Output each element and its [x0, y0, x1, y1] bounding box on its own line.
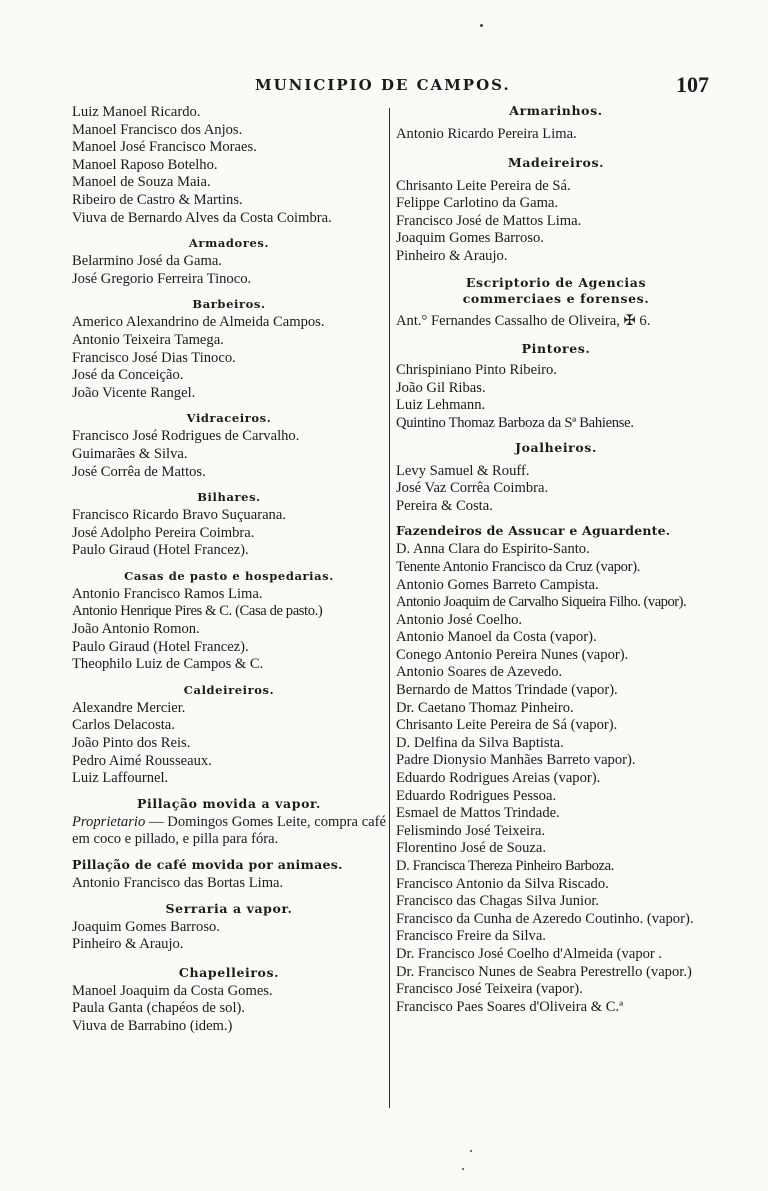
paragraph-text: — Domingos Gomes Leite, compra café em coco e pillado, e pilla para fóra. [72, 813, 386, 848]
list-item: Antonio Soares de Azevedo. [396, 664, 563, 681]
section-heading: Chapelleiros. [178, 964, 280, 980]
section-chapelleiros [72, 966, 386, 1036]
page-number: 107 [676, 72, 709, 97]
section-heading: Serraria a vapor. [165, 900, 293, 916]
list-item: Antonio Teixeira Tamega. [72, 331, 224, 348]
list-item: Paulo Giraud (Hotel Francez). [72, 542, 249, 559]
list-item: Manoel José Francisco Moraes. [72, 139, 257, 156]
list-item: Florentino José de Souza. [396, 840, 546, 857]
list-item: João Pinto dos Reis. [72, 735, 191, 752]
list-item: João Vicente Rangel. [72, 384, 196, 401]
list-item: Antonio Francisco Ramos Lima. [72, 585, 263, 602]
list-item: Dr. Francisco José Coelho d'Almeida (vapor . [396, 945, 663, 962]
section-pillacao-animaes [72, 858, 386, 893]
print-speck [462, 1168, 464, 1170]
list-item: Francisco José Teixeira (vapor). [396, 981, 583, 998]
list-item: Antonio Gomes Barreto Campista. [396, 576, 599, 593]
list-item: Pedro Aimé Rousseaux. [72, 752, 212, 769]
list-item: Felismindo José Teixeira. [396, 822, 546, 839]
section-heading: Caldeireiros. [183, 682, 275, 697]
section-heading: Armarinhos. [509, 103, 603, 118]
right-column [396, 104, 716, 1016]
section-pillacao-vapor [72, 797, 386, 849]
list-item: D. Francisca Thereza Pinheiro Barboza. [396, 858, 614, 874]
left-column [72, 104, 386, 1036]
list-item: Francisco Paes Soares d'Oliveira & C.ª [396, 998, 624, 1015]
list-item: Luiz Manoel Ricardo. [72, 104, 201, 120]
list-item: Americo Alexandrino de Almeida Campos. [72, 314, 325, 331]
list-item: Francisco Ricardo Bravo Suçuarana. [72, 507, 286, 524]
list-item: Francisco da Cunha de Azeredo Coutinho. (vapor). [396, 910, 694, 927]
list-item: Pinheiro & Araujo. [396, 247, 508, 264]
section-escriptorio [396, 275, 716, 331]
page-header [0, 72, 768, 98]
list-item: João Gil Ribas. [396, 379, 486, 396]
list-item: Ant.° Fernandes Cassalho de Oliveira, ✠ 6. [396, 312, 651, 329]
list-item: Pereira & Costa. [396, 497, 493, 514]
list-item: Antonio Francisco das Bortas Lima. [72, 875, 284, 891]
list-item: Eduardo Rodrigues Pessoa. [396, 787, 557, 804]
list-item: Francisco das Chagas Silva Junior. [396, 893, 600, 910]
list-item: José da Conceição. [72, 367, 184, 384]
list-item: Francisco José Dias Tinoco. [72, 349, 236, 366]
section-intro [72, 104, 386, 227]
section-fazendeiros [396, 524, 716, 1016]
paragraph [72, 814, 386, 849]
list-item: Francisco Antonio da Silva Riscado. [396, 875, 609, 892]
list-item: Antonio Ricardo Pereira Lima. [396, 126, 577, 142]
list-item: Luiz Laffournel. [72, 770, 169, 787]
list-item: Francisco Freire da Silva. [396, 928, 546, 945]
list-item: José Vaz Corrêa Coimbra. [396, 480, 549, 497]
section-caldeireiros [72, 683, 386, 788]
list-item: Dr. Caetano Thomaz Pinheiro. [396, 699, 574, 716]
list-item: Joaquim Gomes Barroso. [396, 230, 544, 247]
page-title: MUNICIPIO DE CAMPOS. [255, 76, 511, 94]
list-item: Bernardo de Mattos Trindade (vapor). [396, 682, 618, 699]
section-heading: Barbeiros. [192, 297, 266, 312]
section-bilhares [72, 490, 386, 560]
section-heading: Casas de pasto e hospedarias. [124, 568, 334, 583]
list-item: Felippe Carlotino da Gama. [396, 195, 559, 212]
list-item: Francisco José Rodrigues de Carvalho. [72, 428, 300, 445]
section-armadores [72, 236, 386, 288]
section-heading: Pillação de café movida por animaes. [72, 857, 343, 872]
list-item: D. Anna Clara do Espirito-Santo. [396, 541, 590, 558]
list-item: Ribeiro de Castro & Martins. [72, 191, 243, 208]
list-item: Dr. Francisco Nunes de Seabra Perestrello (vapor.) [396, 963, 692, 980]
list-item: Carlos Delacosta. [72, 717, 175, 734]
section-heading: Pintores. [521, 341, 591, 357]
section-joalheiros [396, 441, 716, 516]
list-item: Guimarães & Silva. [72, 445, 188, 462]
list-item: Joaquim Gomes Barroso. [72, 918, 220, 935]
section-heading: Fazendeiros de Assucar e Aguardente. [396, 523, 671, 539]
section-casas-de-pasto [72, 569, 386, 674]
list-item: Theophilo Luiz de Campos & C. [72, 656, 264, 673]
list-item: Chrispiniano Pinto Ribeiro. [396, 362, 557, 379]
list-item: Antonio Manoel da Costa (vapor). [396, 629, 597, 646]
list-item: Viuva de Bernardo Alves da Costa Coimbra. [72, 209, 332, 226]
section-heading: Armadores. [188, 236, 270, 251]
list-item: Luiz Lehmann. [396, 397, 486, 414]
print-speck [470, 1150, 472, 1152]
list-item: Padre Dionysio Manhães Barreto vapor). [396, 752, 636, 769]
list-item: Antonio José Coelho. [396, 611, 523, 628]
list-item: D. Delfina da Silva Baptista. [396, 734, 564, 751]
section-heading: Joalheiros. [515, 439, 597, 455]
list-item: Esmael de Mattos Trindade. [396, 805, 560, 822]
list-item: Conego Antonio Pereira Nunes (vapor). [396, 646, 629, 663]
list-item: Manoel Joaquim da Costa Gomes. [72, 982, 273, 999]
list-item: Belarmino José da Gama. [72, 253, 222, 270]
section-heading: Escriptorio de Agencias commerciaes e forenses. [462, 274, 650, 306]
section-heading: Vidraceiros. [186, 411, 272, 426]
print-speck [480, 24, 483, 27]
section-armarinhos [396, 104, 716, 144]
list-item: Alexandre Mercier. [72, 699, 186, 716]
section-heading: Madeireiros. [507, 154, 605, 170]
list-item: Manoel Raposo Botelho. [72, 156, 218, 173]
list-item: João Antonio Romon. [72, 621, 200, 638]
section-vidraceiros [72, 411, 386, 481]
list-item: José Corrêa de Mattos. [72, 463, 206, 480]
proprietario-label: Proprietario [72, 813, 146, 830]
list-item: Manoel de Souza Maia. [72, 174, 211, 191]
list-item: José Adolpho Pereira Coimbra. [72, 524, 255, 541]
list-item: Tenente Antonio Francisco da Cruz (vapor). [396, 558, 641, 575]
section-heading: Pillação movida a vapor. [137, 795, 321, 811]
list-item: Viuva de Barrabino (idem.) [72, 1017, 233, 1034]
list-item: Francisco José de Mattos Lima. [396, 212, 582, 229]
list-item: Manoel Francisco dos Anjos. [72, 121, 243, 138]
section-barbeiros [72, 297, 386, 402]
list-item: Paula Ganta (chapéos de sol). [72, 1000, 246, 1017]
list-item: José Gregorio Ferreira Tinoco. [72, 270, 252, 287]
column-divider [389, 108, 390, 1108]
list-item: Levy Samuel & Rouff. [396, 462, 530, 479]
list-item: Antonio Joaquim de Carvalho Siqueira Filho. (vapor). [396, 594, 687, 611]
list-item: Eduardo Rodrigues Areias (vapor). [396, 770, 601, 787]
list-item: Chrisanto Leite Pereira de Sá (vapor). [396, 717, 618, 734]
list-item: Chrisanto Leite Pereira de Sá. [396, 177, 571, 194]
section-pintores [396, 342, 716, 432]
section-madeireiros [396, 156, 716, 266]
section-serraria [72, 902, 386, 954]
list-item: Quintino Thomaz Barboza da Sª Bahiense. [396, 414, 634, 431]
list-item: Pinheiro & Araujo. [72, 936, 184, 953]
list-item: Paulo Giraud (Hotel Francez). [72, 638, 249, 655]
section-heading: Bilhares. [197, 490, 261, 505]
list-item: Antonio Henrique Pires & C. (Casa de pasto.) [72, 603, 323, 620]
